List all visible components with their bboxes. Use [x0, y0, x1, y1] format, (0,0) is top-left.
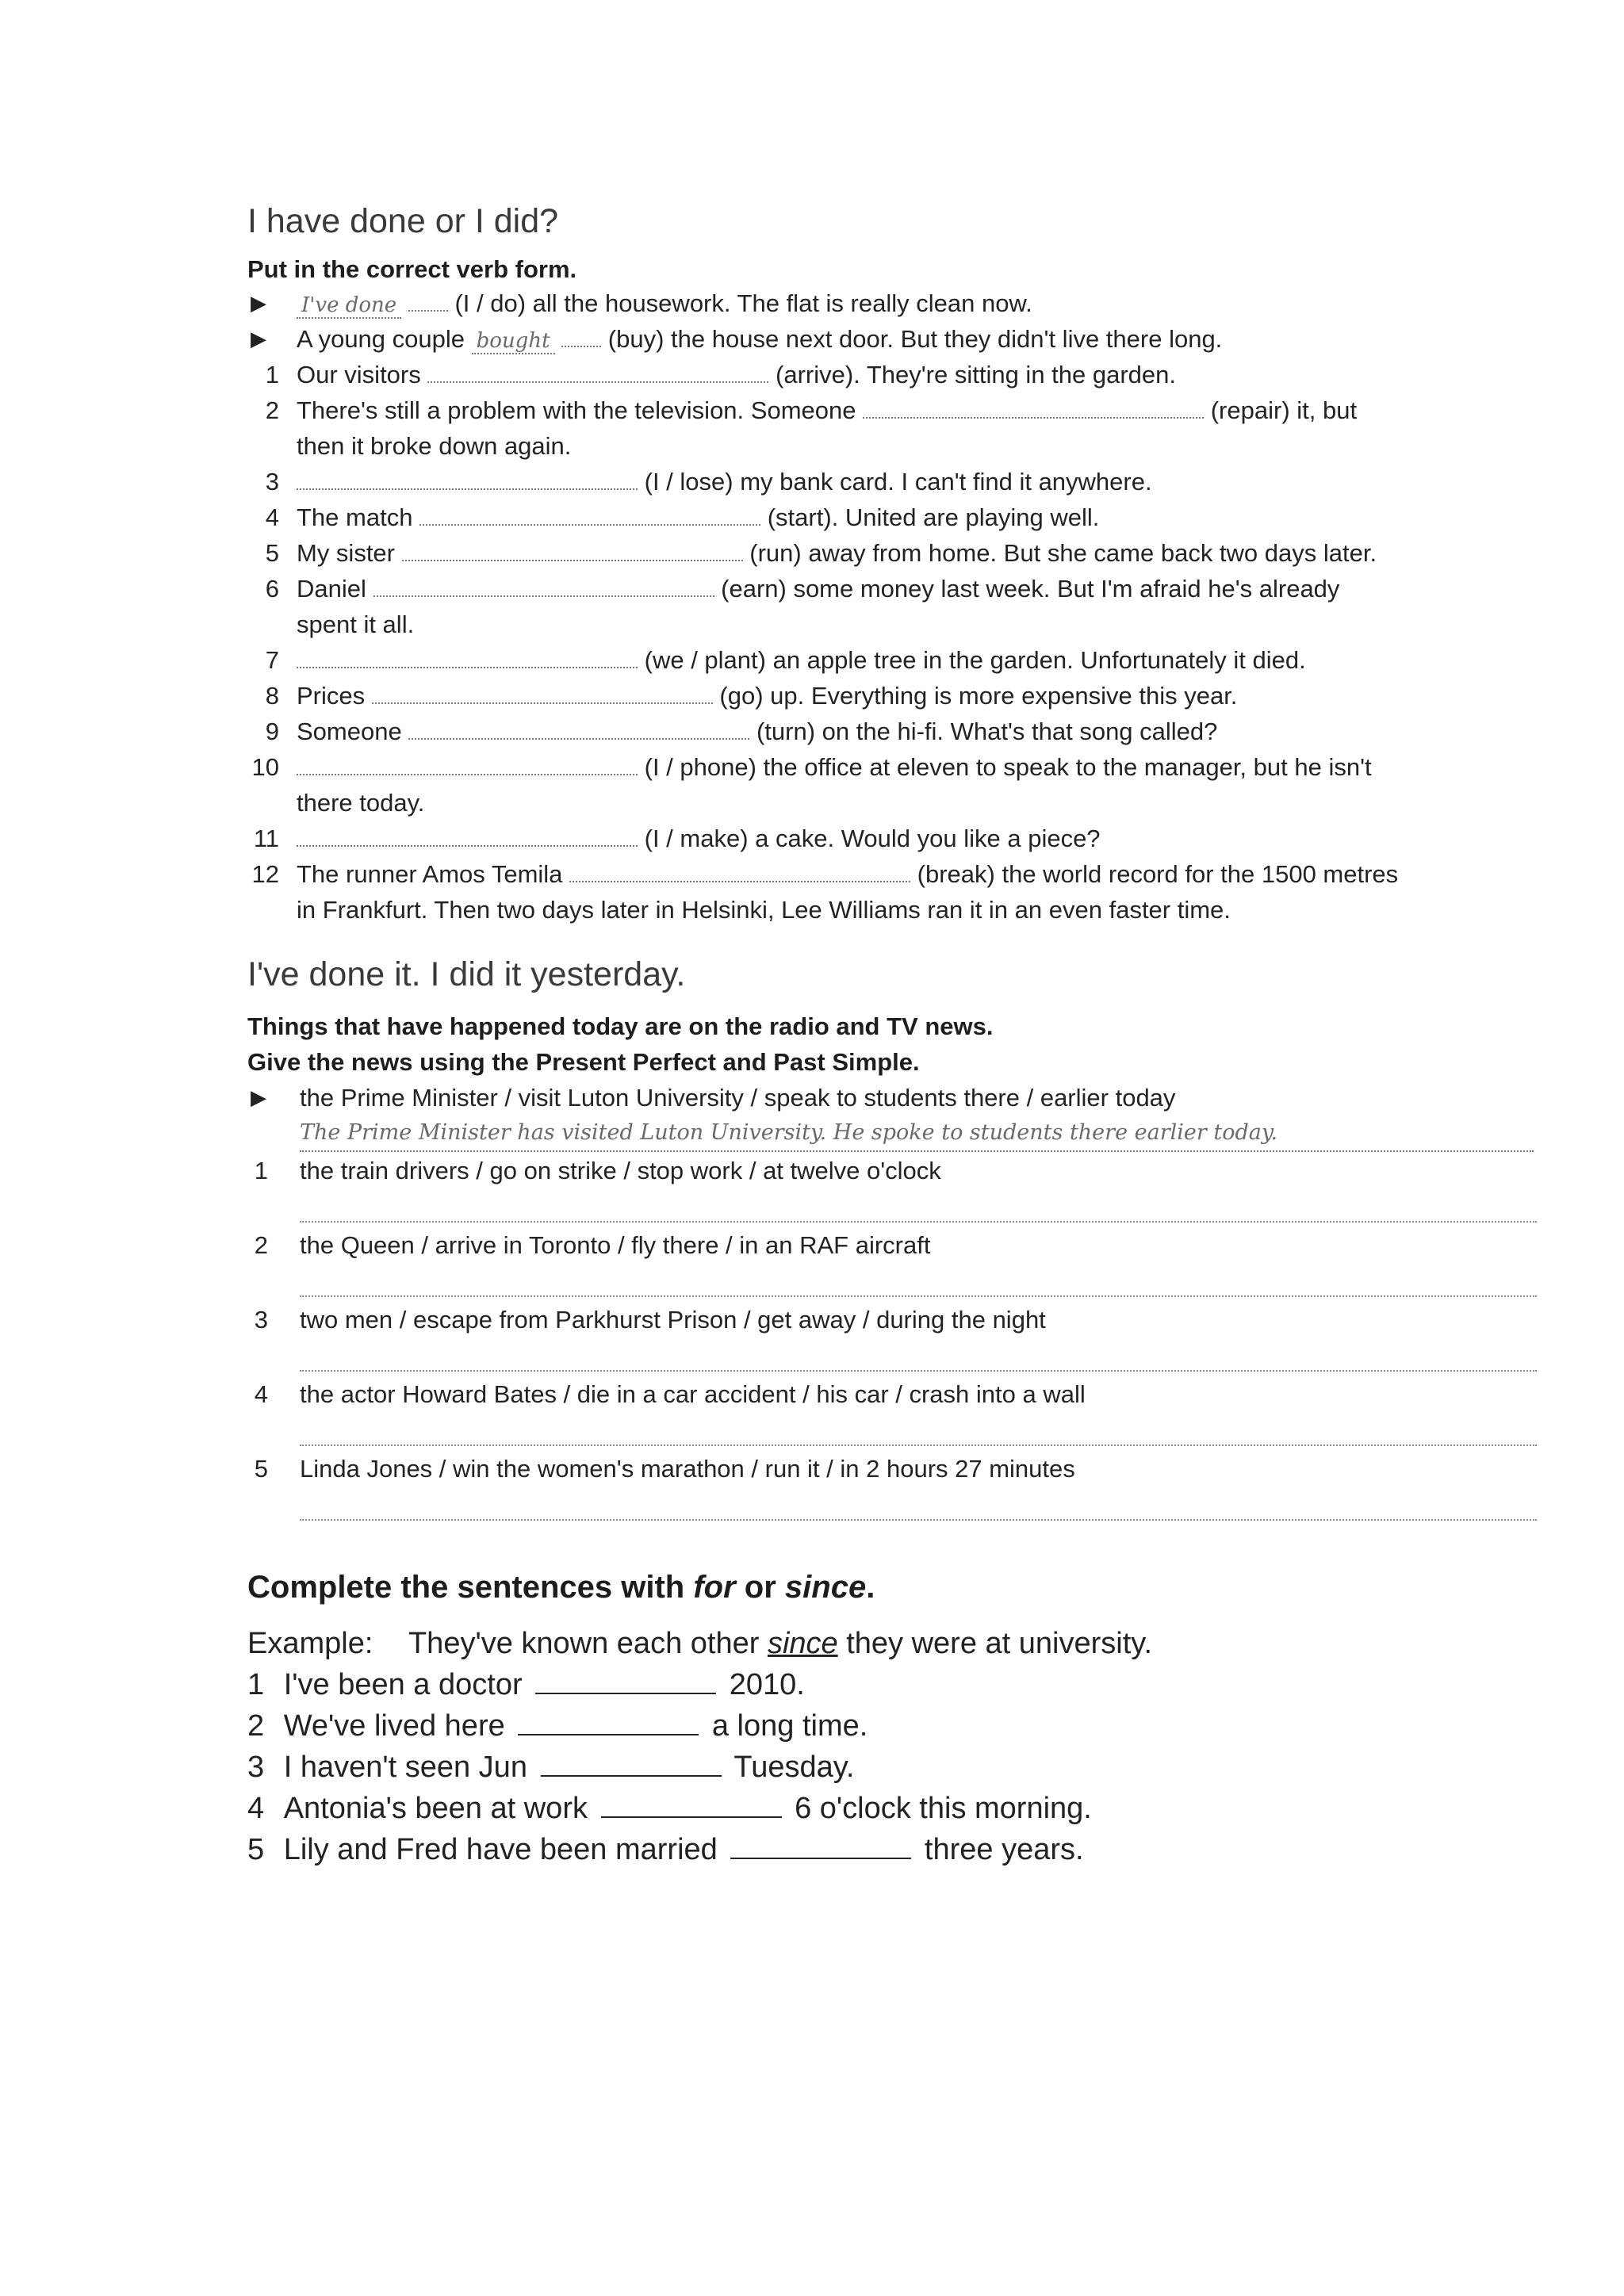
answer-line[interactable]: [300, 1445, 1537, 1446]
answer-field[interactable]: [372, 682, 713, 704]
answer-line[interactable]: [300, 1370, 1537, 1372]
blank-field[interactable]: [730, 1834, 911, 1859]
item-number: 1: [254, 1157, 268, 1184]
example-answer: I've done: [297, 293, 401, 319]
item-text: (earn) some money last week. But I'm afraid he's already: [721, 575, 1340, 603]
answer-line[interactable]: [300, 1221, 1537, 1223]
item-number: 3: [247, 1751, 265, 1784]
list-item: [247, 1829, 1548, 1870]
title-text: .: [866, 1570, 875, 1605]
list-item: [247, 1747, 1548, 1788]
item-text: spent it all.: [297, 610, 415, 638]
section-done-it-did-it: [247, 955, 1548, 1524]
item-text: I haven't seen Jun: [283, 1751, 527, 1784]
item-text: We've lived here: [283, 1709, 505, 1743]
blank-field[interactable]: [541, 1751, 722, 1777]
answer-field[interactable]: [419, 503, 760, 526]
example-answer: The Prime Minister has visited Luton University. He spoke to students there earlier today.: [300, 1115, 1534, 1152]
blank-field[interactable]: [535, 1669, 716, 1694]
item-number: 4: [254, 1380, 268, 1408]
title-since: since: [784, 1570, 867, 1605]
answer-field[interactable]: [297, 825, 638, 847]
item-number: 7: [265, 646, 279, 674]
item-text: a long time.: [711, 1709, 868, 1743]
item-text: There's still a problem with the television. Someone: [297, 396, 856, 424]
example-text: A young couple: [297, 325, 465, 353]
item-text: Someone: [297, 718, 402, 745]
play-arrow-icon: ▶: [251, 291, 266, 315]
item-prompt: the train drivers / go on strike / stop work / at twelve o'clock: [300, 1157, 941, 1184]
item-text: 2010.: [729, 1668, 805, 1701]
example-text: they were at university.: [846, 1627, 1153, 1660]
list-item: [247, 1788, 1548, 1829]
item-text: The match: [297, 503, 413, 531]
list-item: [247, 1664, 1548, 1705]
section2-instruction-1: Things that have happened today are on the radio and TV news.: [247, 1012, 994, 1040]
item-number: 2: [247, 1709, 265, 1743]
item-text: (arrive). They're sitting in the garden.: [776, 361, 1177, 388]
item-number: 1: [247, 1668, 265, 1701]
answer-field[interactable]: [408, 718, 749, 740]
item-text: My sister: [297, 539, 395, 567]
example-text: (I / do) all the housework. The flat is really clean now.: [454, 289, 1032, 317]
item-number: 6: [265, 575, 279, 603]
item-number: 5: [254, 1455, 268, 1483]
example-answer: bought: [472, 329, 555, 354]
item-text: (repair) it, but: [1210, 396, 1358, 424]
item-prompt: the actor Howard Bates / die in a car accident / his car / crash into a wall: [300, 1380, 1086, 1408]
answer-field[interactable]: [427, 361, 768, 383]
item-number: 1: [265, 361, 279, 388]
item-number: 10: [251, 753, 279, 781]
item-number: 8: [265, 682, 279, 710]
item-text: (I / phone) the office at eleven to speak to the manager, but he isn't: [644, 753, 1372, 781]
item-text: The runner Amos Temila: [297, 860, 563, 888]
item-text: in Frankfurt. Then two days later in Helsinki, Lee Williams ran it in an even faster time.: [297, 896, 1231, 924]
item-number: 5: [265, 539, 279, 567]
item-prompt: the Prime Minister / visit Luton University / speak to students there / earlier today: [300, 1084, 1176, 1112]
item-number: 9: [265, 718, 279, 745]
item-text: Lily and Fred have been married: [283, 1833, 718, 1866]
section-for-or-since: [247, 1570, 1548, 1870]
section2-list: [247, 1080, 1548, 1524]
example-row: [247, 1623, 1548, 1664]
item-text: (we / plant) an apple tree in the garden. Unfortunately it died.: [644, 646, 1306, 674]
section1-title: I have done or I did?: [247, 202, 559, 240]
item-number: 2: [265, 396, 279, 424]
answer-field[interactable]: [402, 539, 743, 561]
item-text: then it broke down again.: [297, 432, 572, 460]
example-label: Example:: [247, 1627, 373, 1660]
item-text: there today.: [297, 789, 425, 817]
answer-field[interactable]: [297, 646, 638, 668]
item-text: (I / lose) my bank card. I can't find it anywhere.: [644, 468, 1152, 496]
item-prompt: Linda Jones / win the women's marathon / run it / in 2 hours 27 minutes: [300, 1455, 1075, 1483]
play-arrow-icon: ▶: [251, 1085, 266, 1109]
item-text: I've been a doctor: [283, 1668, 523, 1701]
item-number: 11: [253, 825, 279, 852]
item-text: three years.: [924, 1833, 1084, 1866]
blank-field[interactable]: [601, 1793, 782, 1818]
item-text: Antonia's been at work: [283, 1792, 588, 1825]
item-text: Tuesday.: [733, 1751, 855, 1784]
item-text: 6 o'clock this morning.: [795, 1792, 1092, 1825]
item-text: (run) away from home. But she came back two days later.: [749, 539, 1377, 567]
item-number: 4: [265, 503, 279, 531]
answer-dots: [408, 291, 448, 312]
section-have-done-or-did: [247, 202, 1548, 951]
item-prompt: the Queen / arrive in Toronto / fly there / in an RAF aircraft: [300, 1231, 931, 1259]
answer-line[interactable]: [300, 1519, 1537, 1521]
item-text: (start). United are playing well.: [767, 503, 1100, 531]
example-word: since: [767, 1627, 838, 1660]
list-item: [247, 1705, 1548, 1747]
play-arrow-icon: ▶: [251, 327, 266, 350]
item-text: Daniel: [297, 575, 366, 603]
title-text: or: [735, 1570, 785, 1605]
section2-title: I've done it. I did it yesterday.: [247, 955, 686, 993]
item-text: (go) up. Everything is more expensive this year.: [719, 682, 1238, 710]
blank-field[interactable]: [518, 1710, 699, 1735]
answer-field[interactable]: [863, 396, 1204, 419]
answer-field[interactable]: [297, 468, 638, 490]
section3-title: [247, 1570, 1548, 1605]
title-text: Complete the sentences with: [247, 1570, 694, 1605]
item-number: 12: [251, 860, 279, 888]
item-text: (I / make) a cake. Would you like a piece?: [644, 825, 1101, 852]
answer-field[interactable]: [569, 860, 910, 882]
section1-instruction: Put in the correct verb form.: [247, 255, 577, 283]
answer-dots: [561, 327, 601, 347]
section1-list: [247, 285, 1548, 951]
example-text: (buy) the house next door. But they didn't live there long.: [607, 325, 1223, 353]
answer-line[interactable]: [300, 1295, 1537, 1297]
item-number: 5: [247, 1833, 265, 1866]
item-text: (turn) on the hi-fi. What's that song called?: [756, 718, 1218, 745]
section2-instruction-2: Give the news using the Present Perfect and Past Simple.: [247, 1048, 920, 1076]
item-text: Prices: [297, 682, 366, 710]
item-number: 2: [254, 1231, 268, 1259]
answer-field[interactable]: [373, 575, 714, 597]
item-text: (break) the world record for the 1500 metres: [917, 860, 1399, 888]
item-number: 3: [254, 1306, 268, 1334]
item-number: 4: [247, 1792, 265, 1825]
title-for: for: [693, 1570, 736, 1605]
item-prompt: two men / escape from Parkhurst Prison / get away / during the night: [300, 1306, 1046, 1334]
example-text: They've known each other: [408, 1627, 760, 1660]
item-number: 3: [265, 468, 279, 496]
item-text: Our visitors: [297, 361, 421, 388]
answer-field[interactable]: [297, 753, 638, 775]
